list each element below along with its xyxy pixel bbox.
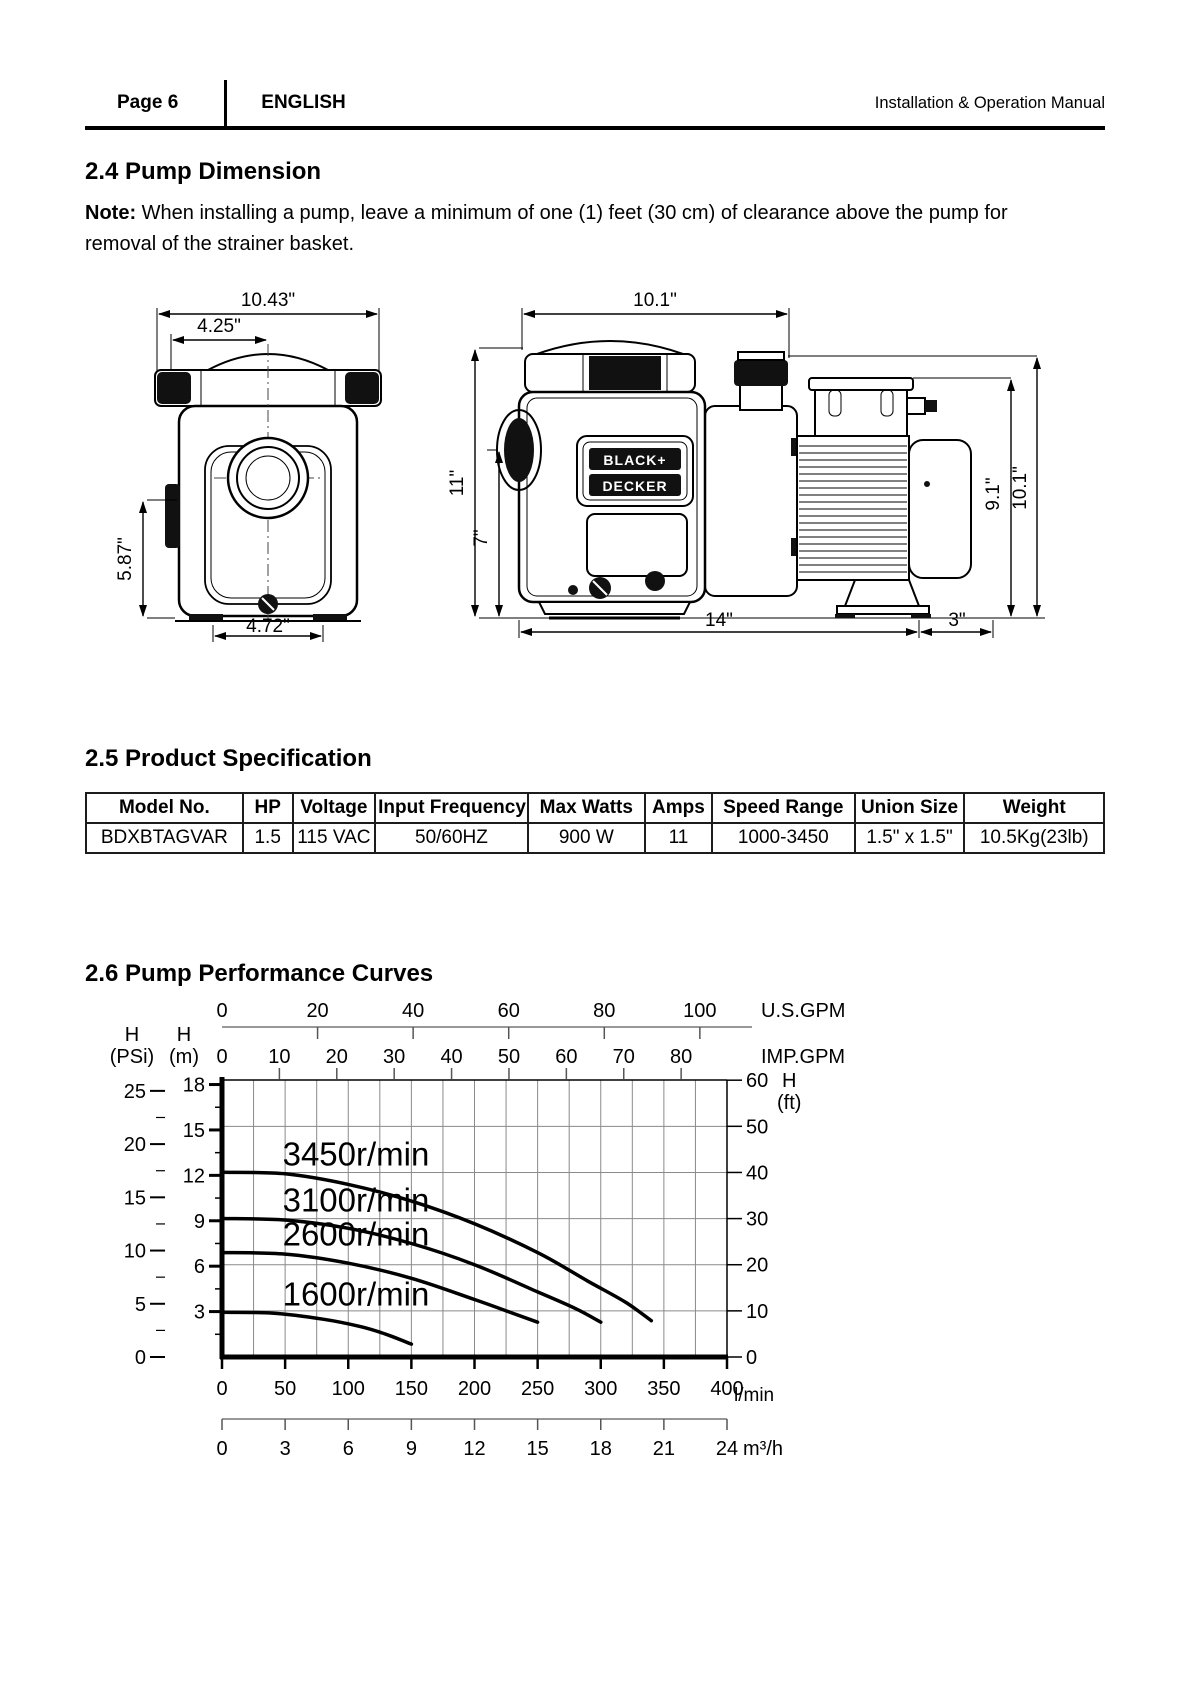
spec-col-header: Weight: [964, 793, 1104, 823]
spec-col-header: Speed Range: [712, 793, 855, 823]
us-gpm-tick-label: 0: [216, 1000, 228, 1022]
dim-label-front-base-width: 4.72": [246, 616, 290, 637]
ft-tick-label: 30: [746, 1208, 769, 1231]
m3h-axis-title: m³/h: [743, 1438, 783, 1460]
lmin-tick-label: 200: [457, 1378, 492, 1400]
spec-cell: 115 VAC: [293, 823, 375, 853]
ft-tick-label: 40: [746, 1162, 769, 1185]
psi-tick-label: 15: [123, 1187, 146, 1210]
motor-foot: [845, 580, 919, 606]
pump-volute-bracket: [705, 406, 801, 596]
ft-tick-label: 20: [746, 1254, 769, 1277]
imp-gpm-tick-label: 50: [497, 1046, 521, 1068]
drain-knob: [645, 571, 665, 591]
header-language: ENGLISH: [261, 92, 346, 113]
ft-tick-label: 60: [746, 1070, 769, 1093]
us-gpm-tick-label: 60: [497, 1000, 520, 1022]
psi-tick-label: 25: [123, 1080, 146, 1103]
spec-col-header: Amps: [645, 793, 712, 823]
m3h-tick-label: 24: [715, 1438, 739, 1460]
conduit-fitting: [907, 398, 925, 414]
spec-cell: 1.5: [243, 823, 293, 853]
spec-cell: 50/60HZ: [375, 823, 528, 853]
section-title-performance-curves: 2.6 Pump Performance Curves: [85, 960, 434, 987]
us-gpm-tick-label: 100: [683, 1000, 717, 1022]
spec-col-header: Max Watts: [528, 793, 645, 823]
m-tick-label: 12: [182, 1165, 205, 1188]
brand-logo-line1: BLACK+: [603, 452, 667, 468]
dim-label-side-body-length: 14": [705, 610, 733, 631]
note-paragraph: [85, 198, 1015, 260]
pump-dimension-diagrams: [85, 288, 1135, 653]
dim-side-top-width: [522, 290, 789, 358]
spec-table-row: [86, 823, 1104, 853]
psi-tick-label: 0: [134, 1347, 146, 1369]
lmin-tick-label: 250: [520, 1378, 555, 1400]
spec-col-header: HP: [243, 793, 293, 823]
curve-label-3450: 3450r/min: [282, 1135, 430, 1173]
psi-tick-label: 20: [123, 1134, 146, 1157]
page-header: [85, 82, 1105, 124]
us-gpm-axis-title: U.S.GPM: [761, 1000, 846, 1022]
spec-cell: 11: [645, 823, 712, 853]
dim-label-front-body-height: 5.87": [115, 537, 136, 581]
lmin-tick-label: 300: [584, 1378, 618, 1400]
spec-col-header: Input Frequency: [375, 793, 528, 823]
spec-table-header-row: [86, 793, 1104, 823]
imp-gpm-tick-label: 0: [216, 1046, 228, 1068]
note-text: When installing a pump, leave a minimum of one (1) feet (30 cm) of clearance above the pump for removal of the strainer basket.: [85, 202, 1008, 255]
curve-label-3100: 3100r/min: [282, 1181, 430, 1219]
us-gpm-tick-label: 80: [593, 1000, 616, 1022]
page-number: Page 6: [117, 92, 179, 113]
dim-front-base-width: [213, 616, 323, 642]
dim-label-side-port-height: 7": [471, 529, 492, 547]
spec-table-body: [86, 823, 1104, 853]
pump-side-view-diagram: [437, 288, 1057, 646]
dim-side-overall-height: [1010, 358, 1037, 616]
brand-logo-line2: DECKER: [602, 478, 668, 494]
dim-front-total-width: [157, 290, 379, 372]
imp-gpm-tick-label: 30: [383, 1046, 406, 1068]
m-tick-label: 3: [193, 1301, 205, 1324]
psi-tick-label: 5: [134, 1293, 146, 1316]
header-divider: [224, 80, 227, 126]
imp-gpm-tick-label: 70: [612, 1046, 635, 1068]
imp-gpm-tick-label: 80: [670, 1046, 693, 1068]
m3h-tick-label: 3: [279, 1438, 291, 1460]
m3h-tick-label: 6: [342, 1438, 354, 1460]
us-gpm-tick-label: 20: [306, 1000, 329, 1022]
imp-gpm-tick-label: 60: [555, 1046, 578, 1068]
spec-table: [85, 792, 1105, 854]
m3h-tick-label: 21: [652, 1438, 676, 1460]
brand-plate: [577, 436, 693, 506]
lmin-tick-label: 100: [331, 1378, 365, 1400]
dim-label-side-overall-height: 10.1": [1010, 466, 1031, 510]
header-manual-title: Installation & Operation Manual: [874, 93, 1105, 112]
dim-label-side-top-width: 10.1": [633, 290, 677, 311]
ft-axis-title: (ft): [777, 1092, 802, 1115]
dim-label-side-total-height: 11": [447, 469, 468, 497]
performance-chart: [72, 995, 862, 1475]
psi-axis-title: H: [124, 1024, 140, 1046]
discharge-port: [734, 352, 788, 410]
spec-cell: 1.5" x 1.5": [855, 823, 965, 853]
m3h-tick-label: 9: [405, 1438, 417, 1460]
dim-label-front-total-width: 10.43": [240, 290, 296, 311]
m-tick-label: 6: [193, 1256, 205, 1279]
m3h-tick-label: 15: [526, 1438, 549, 1460]
dim-side-total-height: [447, 348, 523, 616]
spec-col-header: Union Size: [855, 793, 965, 823]
lmin-axis-title: l/min: [734, 1385, 775, 1406]
spec-cell: 900 W: [528, 823, 645, 853]
section-title-product-specification: 2.5 Product Specification: [85, 745, 372, 772]
lmin-tick-label: 400: [710, 1378, 744, 1400]
lmin-tick-label: 350: [647, 1378, 681, 1400]
m-tick-label: 9: [193, 1210, 205, 1233]
curve-label-1600: 1600r/min: [282, 1275, 430, 1313]
ft-tick-label: 50: [746, 1116, 769, 1139]
spec-cell: 10.5Kg(23lb): [964, 823, 1104, 853]
dim-side-foot-length: [921, 610, 993, 638]
curve-label-2600: 2600r/min: [282, 1215, 430, 1253]
spec-cell: BDXBTAGVAR: [86, 823, 243, 853]
spec-col-header: Model No.: [86, 793, 243, 823]
motor: [797, 378, 971, 618]
psi-tick-label: 10: [123, 1240, 146, 1263]
m3h-tick-label: 12: [463, 1438, 486, 1460]
m-axis-title: H: [176, 1024, 192, 1046]
imp-gpm-tick-label: 20: [325, 1046, 348, 1068]
lmin-tick-label: 150: [394, 1378, 429, 1400]
section-title-pump-dimension: 2.4 Pump Dimension: [85, 158, 322, 185]
ft-tick-label: 10: [746, 1300, 769, 1323]
m-tick-label: 15: [182, 1119, 205, 1142]
m3h-tick-label: 0: [216, 1438, 228, 1460]
note-label: Note:: [85, 202, 137, 224]
m3h-tick-label: 18: [589, 1438, 612, 1460]
imp-gpm-tick-label: 10: [268, 1046, 291, 1068]
lmin-tick-label: 0: [216, 1378, 228, 1400]
spec-col-header: Voltage: [293, 793, 375, 823]
lmin-tick-label: 50: [274, 1378, 297, 1400]
pump-front-view-diagram: [113, 288, 423, 646]
motor-end-cap: [909, 440, 971, 578]
imp-gpm-tick-label: 40: [440, 1046, 463, 1068]
dim-label-side-motor-height: 9.1": [983, 477, 1004, 511]
spec-cell: 1000-3450: [712, 823, 855, 853]
m-tick-label: 18: [182, 1074, 205, 1097]
header-rule: [85, 126, 1105, 130]
imp-gpm-axis-title: IMP.GPM: [761, 1046, 846, 1068]
dim-label-front-lid-center: 4.25": [197, 316, 241, 337]
psi-axis-title: (PSi): [109, 1046, 155, 1068]
us-gpm-tick-label: 40: [402, 1000, 425, 1022]
inlet-port: [504, 418, 534, 482]
dim-side-motor-height: [983, 380, 1011, 616]
m-axis-title: (m): [169, 1046, 199, 1068]
ft-axis-title: H: [782, 1070, 797, 1093]
ft-tick-label: 0: [746, 1347, 758, 1369]
dim-label-side-foot-length: 3": [948, 610, 966, 631]
